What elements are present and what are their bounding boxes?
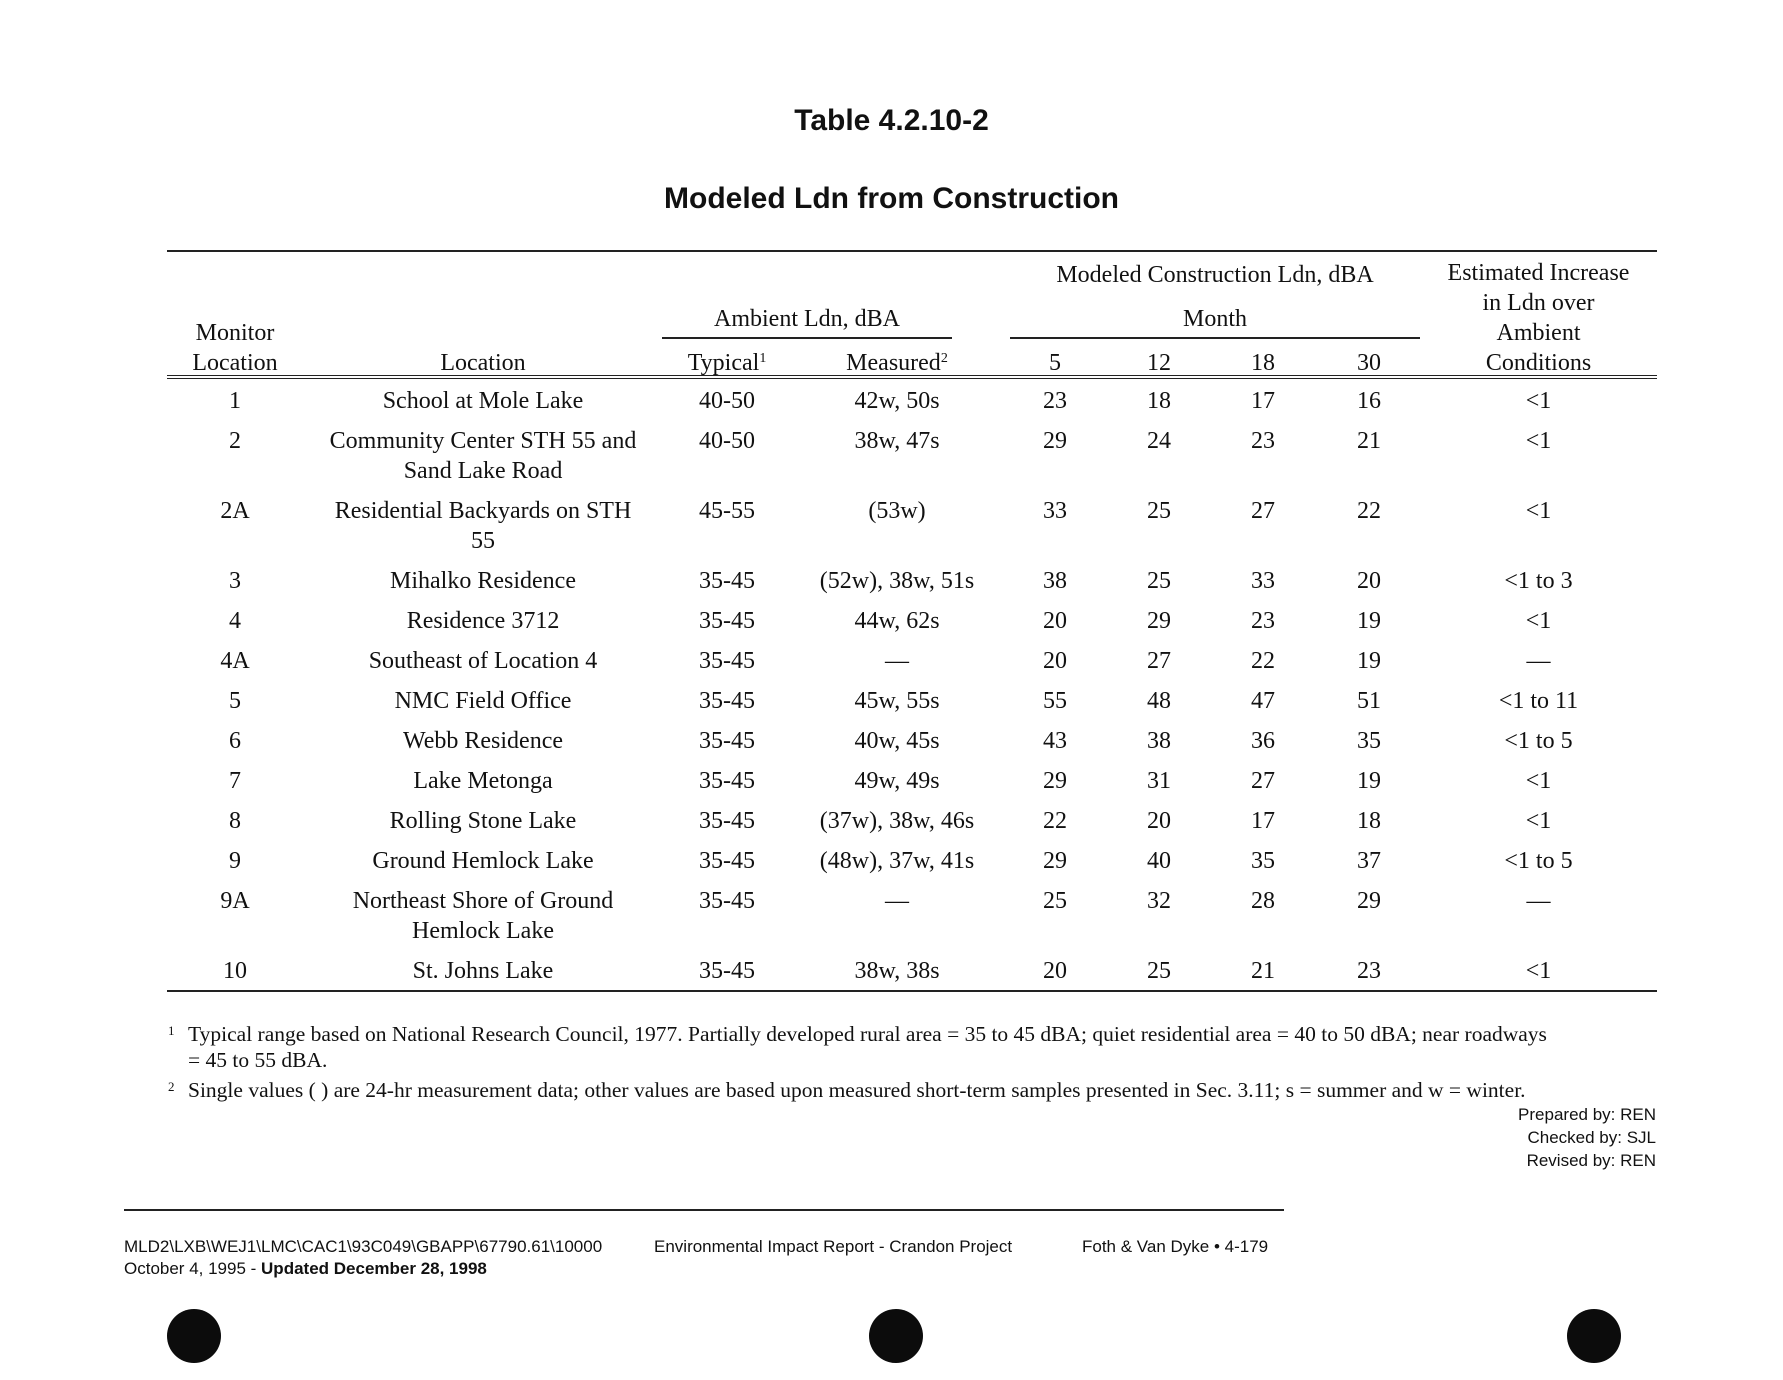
cell-location-line2: Hemlock Lake	[412, 918, 554, 944]
cell-increase: <1	[1525, 608, 1552, 634]
cell-monitor: 8	[229, 808, 241, 834]
cell-month-30: 20	[1357, 568, 1381, 594]
header-month-18: 18	[1251, 350, 1275, 376]
cell-location: Community Center STH 55 and	[329, 428, 637, 454]
ambient-group-rule	[662, 337, 952, 339]
cell-month-30: 23	[1357, 958, 1381, 984]
cell-monitor: 3	[229, 568, 241, 594]
header-monitor-line2: Location	[192, 350, 278, 376]
cell-location: Lake Metonga	[413, 768, 553, 794]
cell-month-30: 21	[1357, 428, 1381, 454]
cell-measured: (37w), 38w, 46s	[819, 808, 975, 834]
cell-typical: 35-45	[699, 768, 755, 794]
footer-rule	[124, 1209, 1284, 1211]
cell-increase: <1 to 5	[1504, 848, 1573, 874]
cell-typical: 35-45	[699, 728, 755, 754]
cell-typical: 40-50	[699, 388, 755, 414]
cell-location: Southeast of Location 4	[368, 648, 598, 674]
cell-monitor: 2A	[220, 498, 250, 524]
cell-typical: 35-45	[699, 958, 755, 984]
cell-monitor: 10	[223, 958, 247, 984]
cell-month-18: 23	[1251, 428, 1275, 454]
cell-month-5: 22	[1043, 808, 1067, 834]
footnote-1-mark: 1	[168, 1023, 175, 1038]
cell-month-30: 16	[1357, 388, 1381, 414]
cell-measured: 40w, 45s	[854, 728, 940, 754]
footnote-2-line1: Single values ( ) are 24-hr measurement data; other values are based upon measured short-term samples presented in Sec. 3.11; s = summer and w = winter.	[188, 1078, 1526, 1102]
footer-path: MLD2\LXB\WEJ1\LMC\CAC1\93C049\GBAPP\67790.61\10000	[124, 1237, 603, 1256]
cell-typical: 45-55	[699, 498, 755, 524]
binder-hole-left	[167, 1309, 221, 1363]
header-month-12: 12	[1147, 350, 1171, 376]
header-month-30: 30	[1357, 350, 1381, 376]
cell-location: Residential Backyards on STH	[334, 498, 632, 524]
header-increase-line1: Estimated Increase	[1447, 260, 1630, 286]
cell-month-30: 19	[1357, 768, 1381, 794]
cell-month-5: 25	[1043, 888, 1067, 914]
header-month: Month	[1182, 306, 1247, 332]
cell-month-5: 20	[1043, 648, 1067, 674]
cell-month-5: 38	[1043, 568, 1067, 594]
cell-monitor: 9A	[220, 888, 250, 914]
cell-month-30: 29	[1357, 888, 1381, 914]
cell-month-5: 29	[1043, 848, 1067, 874]
cell-measured: 44w, 62s	[854, 608, 940, 634]
cell-measured: 42w, 50s	[854, 388, 940, 414]
checked-by: Checked by: SJL	[1527, 1128, 1656, 1147]
footer-page-number: Foth & Van Dyke • 4-179	[1082, 1237, 1269, 1256]
cell-typical: 40-50	[699, 428, 755, 454]
cell-month-5: 20	[1043, 958, 1067, 984]
cell-month-12: 27	[1147, 648, 1171, 674]
cell-month-5: 29	[1043, 428, 1067, 454]
cell-measured: (52w), 38w, 51s	[819, 568, 975, 594]
cell-measured: 38w, 38s	[854, 958, 940, 984]
footer-report-title: Environmental Impact Report - Crandon Project	[654, 1237, 1013, 1256]
cell-increase: <1	[1525, 498, 1552, 524]
header-month-5: 5	[1049, 350, 1061, 376]
cell-location: Rolling Stone Lake	[389, 808, 577, 834]
header-ambient-group: Ambient Ldn, dBA	[714, 306, 900, 332]
cell-month-18: 35	[1251, 848, 1275, 874]
cell-month-30: 18	[1357, 808, 1381, 834]
cell-month-18: 27	[1251, 498, 1275, 524]
cell-month-12: 20	[1147, 808, 1171, 834]
cell-increase: <1	[1525, 808, 1552, 834]
cell-location-line2: 55	[471, 528, 495, 554]
cell-month-12: 40	[1147, 848, 1171, 874]
cell-measured: —	[885, 648, 909, 674]
prepared-by: Prepared by: REN	[1518, 1105, 1656, 1124]
cell-month-18: 27	[1251, 768, 1275, 794]
cell-month-18: 28	[1251, 888, 1275, 914]
cell-measured: —	[885, 888, 909, 914]
revised-by: Revised by: REN	[1526, 1151, 1656, 1170]
cell-month-5: 43	[1043, 728, 1067, 754]
cell-month-30: 37	[1357, 848, 1381, 874]
cell-month-12: 31	[1147, 768, 1171, 794]
cell-monitor: 6	[229, 728, 241, 754]
cell-typical: 35-45	[699, 848, 755, 874]
header-modeled-group: Modeled Construction Ldn, dBA	[1056, 262, 1374, 288]
cell-month-18: 47	[1251, 688, 1275, 714]
cell-month-12: 25	[1147, 568, 1171, 594]
header-monitor-line1: Monitor	[195, 320, 275, 346]
cell-month-5: 33	[1043, 498, 1067, 524]
cell-month-12: 32	[1147, 888, 1171, 914]
cell-measured: (48w), 37w, 41s	[819, 848, 975, 874]
cell-location: NMC Field Office	[394, 688, 572, 714]
modeled-group-rule	[1010, 337, 1420, 339]
cell-month-30: 19	[1357, 648, 1381, 674]
cell-location: St. Johns Lake	[412, 958, 554, 984]
footer-date: October 4, 1995 - Updated December 28, 1998	[124, 1259, 487, 1278]
cell-month-18: 21	[1251, 958, 1275, 984]
cell-increase: <1	[1525, 428, 1552, 454]
cell-typical: 35-45	[699, 648, 755, 674]
cell-increase: <1 to 5	[1504, 728, 1573, 754]
table-title: Table 4.2.10-2	[794, 104, 989, 137]
cell-monitor: 4A	[220, 648, 250, 674]
cell-month-30: 51	[1357, 688, 1381, 714]
cell-month-18: 17	[1251, 808, 1275, 834]
table-bottom-rule	[167, 990, 1657, 992]
header-typical: Typical$^1$	[687, 350, 767, 376]
footnote-1-line2: = 45 to 55 dBA.	[188, 1048, 328, 1072]
header-increase-line2: in Ldn over	[1482, 290, 1595, 316]
cell-month-5: 20	[1043, 608, 1067, 634]
cell-month-18: 17	[1251, 388, 1275, 414]
cell-location-line2: Sand Lake Road	[403, 458, 563, 484]
cell-typical: 35-45	[699, 808, 755, 834]
cell-monitor: 7	[229, 768, 241, 794]
cell-typical: 35-45	[699, 688, 755, 714]
cell-month-12: 29	[1147, 608, 1171, 634]
cell-increase: —	[1526, 888, 1551, 914]
cell-month-12: 38	[1147, 728, 1171, 754]
cell-measured: (53w)	[868, 498, 926, 524]
cell-typical: 35-45	[699, 608, 755, 634]
cell-measured: 49w, 49s	[854, 768, 940, 794]
cell-month-12: 24	[1147, 428, 1171, 454]
cell-typical: 35-45	[699, 568, 755, 594]
cell-location: Webb Residence	[402, 728, 563, 754]
cell-increase: <1 to 11	[1498, 688, 1579, 714]
table-top-rule	[167, 250, 1657, 252]
footnote-2-mark: 2	[168, 1079, 175, 1094]
cell-month-18: 36	[1251, 728, 1275, 754]
cell-monitor: 5	[229, 688, 241, 714]
cell-measured: 38w, 47s	[854, 428, 940, 454]
cell-typical: 35-45	[699, 888, 755, 914]
header-increase-line4: Conditions	[1485, 350, 1592, 376]
cell-increase: <1 to 3	[1504, 568, 1573, 594]
cell-month-18: 23	[1251, 608, 1275, 634]
header-location: Location	[440, 350, 526, 376]
cell-location: Northeast Shore of Ground	[352, 888, 614, 914]
binder-hole-right	[1567, 1309, 1621, 1363]
cell-increase: <1	[1525, 388, 1552, 414]
cell-location: Ground Hemlock Lake	[372, 848, 594, 874]
cell-location: Residence 3712	[406, 608, 560, 634]
cell-monitor: 9	[229, 848, 241, 874]
cell-month-5: 23	[1043, 388, 1067, 414]
cell-month-5: 29	[1043, 768, 1067, 794]
cell-monitor: 4	[229, 608, 241, 634]
cell-month-30: 35	[1357, 728, 1381, 754]
cell-month-12: 25	[1147, 498, 1171, 524]
cell-increase: <1	[1525, 768, 1552, 794]
cell-month-30: 19	[1357, 608, 1381, 634]
binder-hole-center	[869, 1309, 923, 1363]
cell-month-12: 25	[1147, 958, 1171, 984]
footnote-1-line1: Typical range based on National Research Council, 1977. Partially developed rural area = 35 to 45 dBA; quiet residential area = 40 to 50 dBA; near roadways	[188, 1022, 1547, 1046]
cell-monitor: 2	[229, 428, 241, 454]
cell-location: School at Mole Lake	[382, 388, 584, 414]
table-subtitle: Modeled Ldn from Construction	[664, 182, 1119, 215]
cell-month-18: 22	[1251, 648, 1275, 674]
header-increase-line3: Ambient	[1496, 320, 1581, 346]
cell-month-12: 48	[1147, 688, 1171, 714]
header-measured: Measured$^2$	[846, 350, 948, 376]
cell-increase: —	[1526, 648, 1551, 674]
cell-month-18: 33	[1251, 568, 1275, 594]
cell-monitor: 1	[229, 388, 241, 414]
cell-month-30: 22	[1357, 498, 1381, 524]
cell-measured: 45w, 55s	[854, 688, 940, 714]
cell-month-12: 18	[1147, 388, 1171, 414]
cell-increase: <1	[1525, 958, 1552, 984]
cell-month-5: 55	[1043, 688, 1067, 714]
cell-location: Mihalko Residence	[390, 568, 576, 594]
